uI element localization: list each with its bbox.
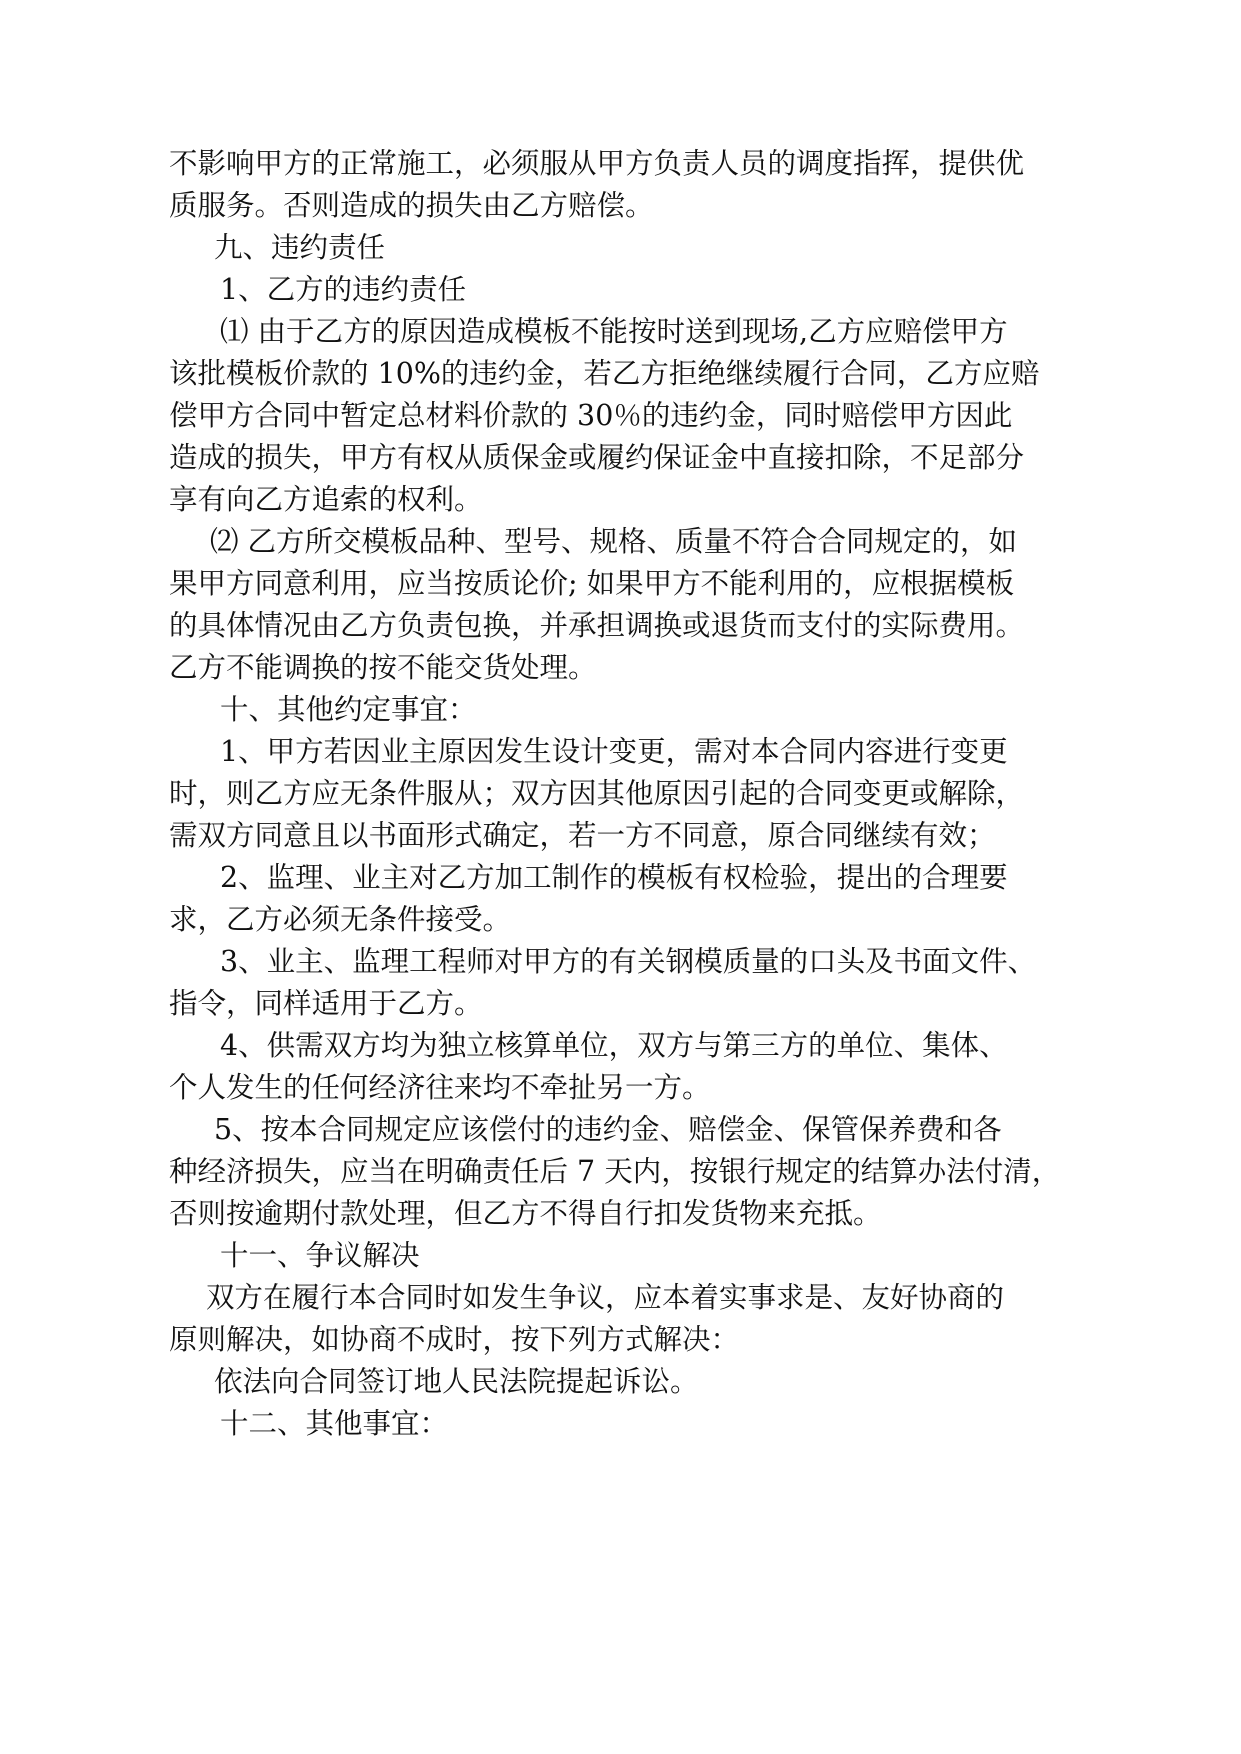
text-line: 1、甲方若因业主原因发生设计变更，需对本合同内容进行变更 bbox=[220, 735, 1008, 768]
text-line: 该批模板价款的 10%的违约金，若乙方拒绝继续履行合同，乙方应赔 bbox=[169, 357, 1040, 390]
text-line: 指令，同样适用于乙方。 bbox=[169, 987, 483, 1020]
text-line: 双方在履行本合同时如发生争议，应本着实事求是、友好协商的 bbox=[206, 1281, 1005, 1314]
section-heading: 十一、争议解决 bbox=[220, 1239, 420, 1272]
text-line: ⑴ 由于乙方的原因造成模板不能按时送到现场,乙方应赔偿甲方 bbox=[220, 315, 1008, 348]
text-line: 质服务。否则造成的损失由乙方赔偿。 bbox=[169, 189, 654, 222]
text-line: 4、供需双方均为独立核算单位，双方与第三方的单位、集体、 bbox=[220, 1029, 1008, 1062]
section-heading: 十二、其他事宜： bbox=[220, 1407, 449, 1440]
text-line: 5、按本合同规定应该偿付的违约金、赔偿金、保管保养费和各 bbox=[214, 1113, 1002, 1146]
text-line: 享有向乙方追索的权利。 bbox=[169, 483, 483, 516]
text-line: 3、业主、监理工程师对甲方的有关钢模质量的口头及书面文件、 bbox=[220, 945, 1037, 978]
text-line: ⑵ 乙方所交模板品种、型号、规格、质量不符合合同规定的，如 bbox=[210, 525, 1018, 558]
text-line: 个人发生的任何经济往来均不牵扯另一方。 bbox=[169, 1071, 711, 1104]
text-line: 乙方不能调换的按不能交货处理。 bbox=[169, 651, 597, 684]
text-line: 求，乙方必须无条件接受。 bbox=[169, 903, 512, 936]
section-heading: 十、其他约定事宜： bbox=[220, 693, 477, 726]
text-line: 原则解决，如协商不成时，按下列方式解决： bbox=[169, 1323, 740, 1356]
text-line: 的具体情况由乙方负责包换，并承担调换或退货而支付的实际费用。 bbox=[169, 609, 1025, 642]
subsection-heading: 1、乙方的违约责任 bbox=[220, 273, 467, 306]
text-line: 偿甲方合同中暂定总材料价款的 30％的违约金，同时赔偿甲方因此 bbox=[169, 399, 1013, 432]
text-line: 造成的损失，甲方有权从质保金或履约保证金中直接扣除，不足部分 bbox=[169, 441, 1025, 474]
text-line: 时，则乙方应无条件服从；双方因其他原因引起的合同变更或解除， bbox=[169, 777, 1025, 810]
text-line: 2、监理、业主对乙方加工制作的模板有权检验，提出的合理要 bbox=[220, 861, 1008, 894]
text-line: 不影响甲方的正常施工，必须服从甲方负责人员的调度指挥，提供优 bbox=[169, 147, 1025, 180]
text-line: 依法向合同签订地人民法院提起诉讼。 bbox=[214, 1365, 699, 1398]
section-heading: 九、违约责任 bbox=[214, 231, 386, 264]
text-line: 否则按逾期付款处理，但乙方不得自行扣发货物来充抵。 bbox=[169, 1197, 882, 1230]
text-line: 果甲方同意利用，应当按质论价; 如果甲方不能利用的，应根据模板 bbox=[169, 567, 1015, 600]
text-line: 种经济损失，应当在明确责任后 7 天内，按银行规定的结算办法付清， bbox=[169, 1155, 1061, 1188]
text-line: 需双方同意且以书面形式确定，若一方不同意，原合同继续有效； bbox=[169, 819, 996, 852]
